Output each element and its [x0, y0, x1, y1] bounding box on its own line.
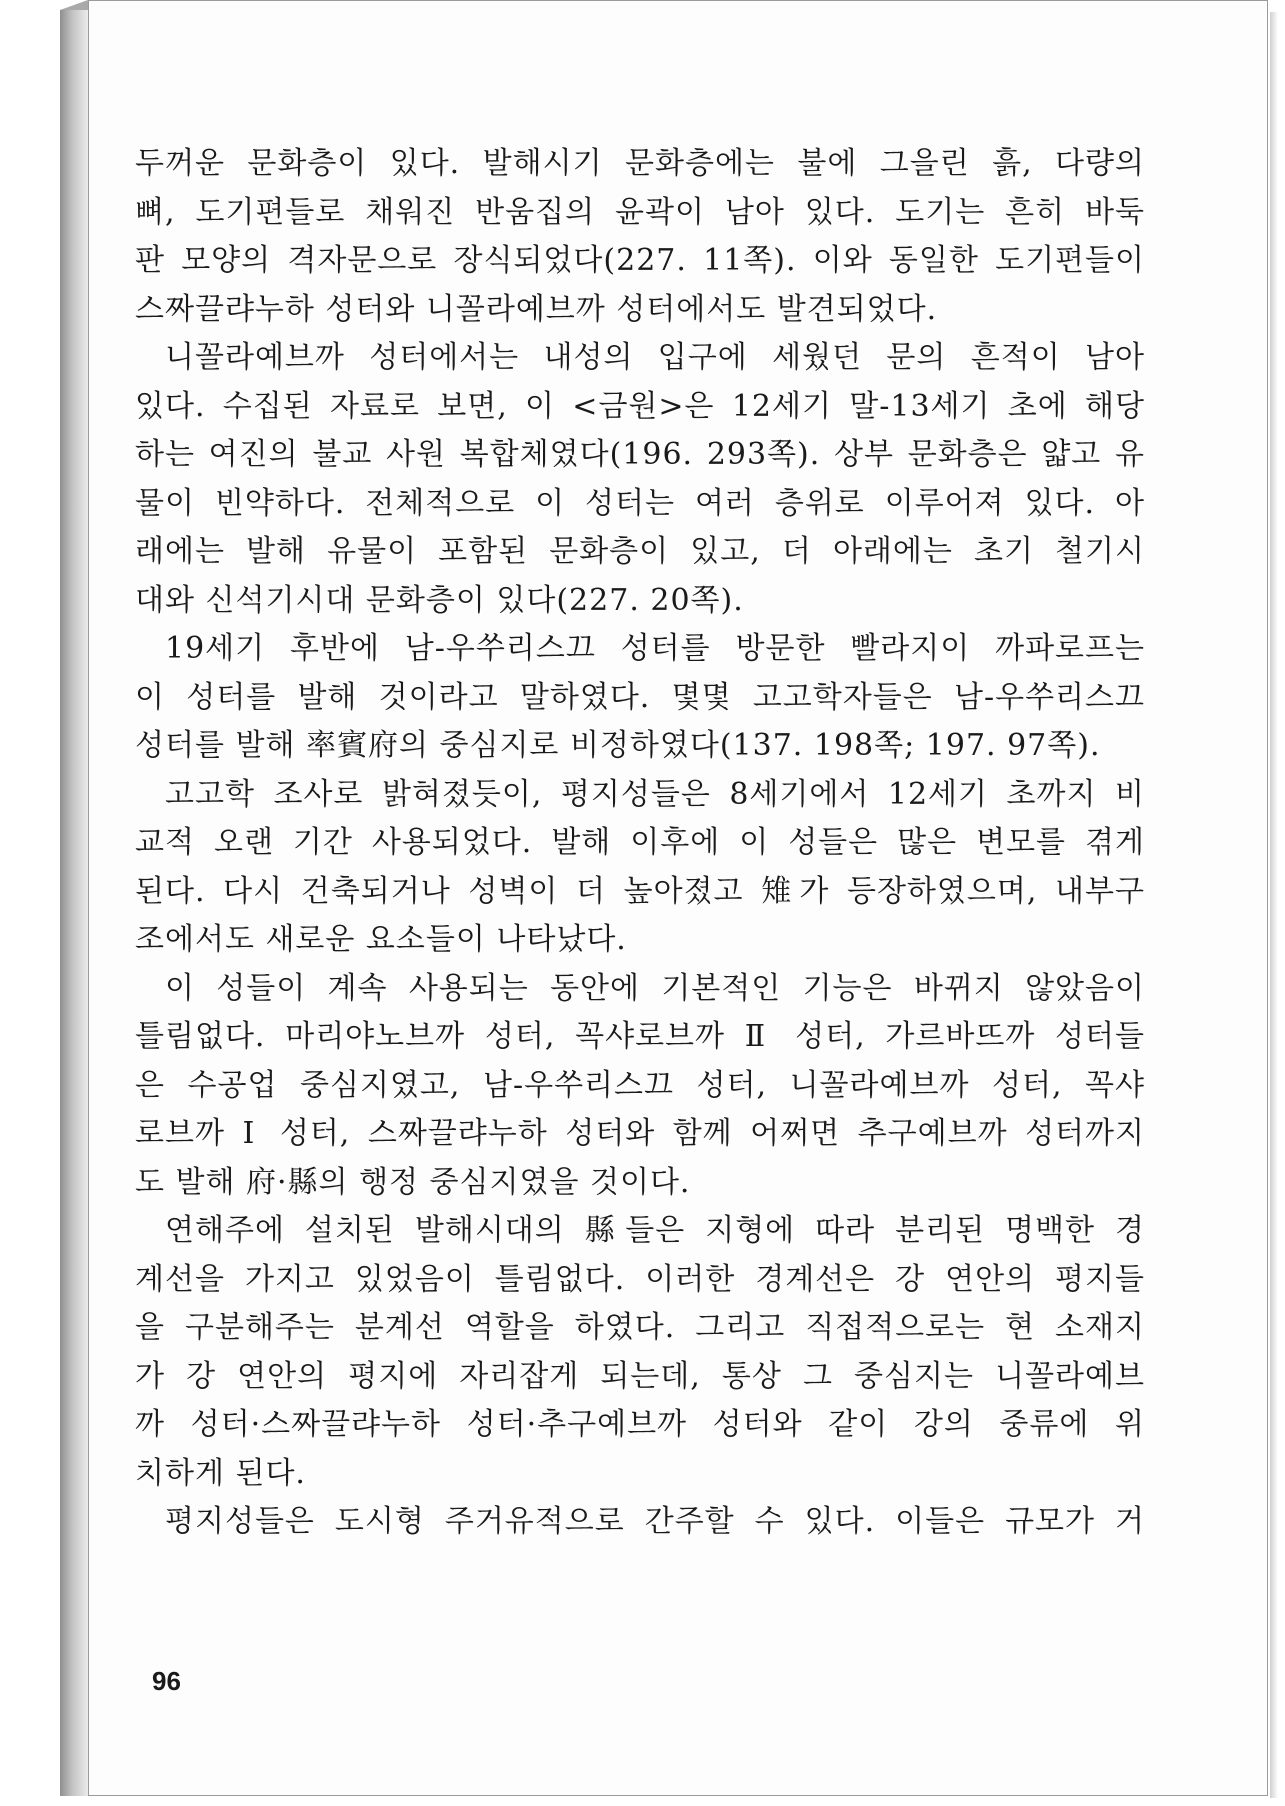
text-line: 을 구분해주는 분계선 역할을 하였다. 그리고 직접적으로는 현 소재지 — [135, 1310, 1145, 1345]
text-line: 로브까 Ⅰ 성터, 스짜끌랴누하 성터와 함께 어쩌면 추구예브까 성터까지 — [135, 1116, 1145, 1151]
text-line: 연해주에 설치된 발해시대의 縣들은 지형에 따라 분리된 명백한 경 — [165, 1213, 1145, 1248]
text-line: 도 발해 府·縣의 행정 중심지였을 것이다. — [135, 1164, 691, 1200]
text-line: 이 성터를 발해 것이라고 말하였다. 몇몇 고고학자들은 남-우쑤리스끄 — [135, 679, 1145, 715]
page-number: 96 — [152, 1666, 181, 1696]
text-line: 계선을 가지고 있었음이 틀림없다. 이러한 경계선은 강 연안의 평지들 — [135, 1261, 1145, 1297]
text-line: 교적 오랜 기간 사용되었다. 발해 이후에 이 성들은 많은 변모를 겪게 — [135, 825, 1145, 860]
text-line: 치하게 된다. — [135, 1455, 306, 1491]
text-line: 이 성들이 계속 사용되는 동안에 기본적인 기능은 바뀌지 않았음이 — [165, 970, 1145, 1006]
text-line: 있다. 수집된 자료로 보면, 이 <금원>은 12세기 말-13세기 초에 해당 — [135, 388, 1145, 424]
text-line: 물이 빈약하다. 전체적으로 이 성터는 여러 층위로 이루어져 있다. 아 — [135, 485, 1145, 521]
text-line: 하는 여진의 불교 사원 복합체였다(196. 293쪽). 상부 문화층은 얇고 유 — [135, 437, 1145, 472]
text-line: 평지성들은 도시형 주거유적으로 간주할 수 있다. 이들은 규모가 거 — [165, 1504, 1145, 1539]
book-page-shadow — [1270, 12, 1278, 1798]
text-line: 가 강 연안의 평지에 자리잡게 되는데, 통상 그 중심지는 니꼴라예브 — [135, 1358, 1145, 1394]
text-line: 두꺼운 문화층이 있다. 발해시기 문화층에는 불에 그을린 흙, 다량의 — [135, 146, 1145, 181]
text-line: 고고학 조사로 밝혀졌듯이, 평지성들은 8세기에서 12세기 초까지 비 — [165, 776, 1145, 812]
text-line: 뼈, 도기편들로 채워진 반움집의 윤곽이 남아 있다. 도기는 흔히 바둑 — [135, 194, 1145, 230]
book-spine-edge — [60, 10, 88, 1796]
text-line: 니꼴라예브까 성터에서는 내성의 입구에 세웠던 문의 흔적이 남아 — [165, 340, 1145, 375]
body-text — [135, 140, 1145, 1547]
text-line: 판 모양의 격자문으로 장식되었다(227. 11쪽). 이와 동일한 도기편들이 — [135, 243, 1145, 278]
text-line: 스짜끌랴누하 성터와 니꼴라예브까 성터에서도 발견되었다. — [135, 291, 938, 327]
text-line: 까 성터·스짜끌랴누하 성터·추구예브까 성터와 같이 강의 중류에 위 — [135, 1407, 1145, 1442]
book-corner — [60, 0, 88, 10]
text-line: 대와 신석기시대 문화층이 있다(227. 20쪽). — [135, 582, 744, 618]
text-line: 래에는 발해 유물이 포함된 문화층이 있고, 더 아래에는 초기 철기시 — [135, 534, 1145, 569]
text-line: 틀림없다. 마리야노브까 성터, 꼭샤로브까 Ⅱ 성터, 가르바뜨까 성터들 — [135, 1019, 1145, 1054]
text-line: 19세기 후반에 남-우쑤리스끄 성터를 방문한 빨라지이 까파로프는 — [165, 631, 1145, 666]
text-line: 조에서도 새로운 요소들이 나타났다. — [135, 922, 627, 957]
text-line: 성터를 발해 率賓府의 중심지로 비정하였다(137. 198쪽; 197. 97쪽). — [135, 728, 1101, 763]
text-line: 된다. 다시 건축되거나 성벽이 더 높아졌고 雉가 등장하였으며, 내부구 — [135, 873, 1145, 909]
text-line: 은 수공업 중심지였고, 남-우쑤리스끄 성터, 니꼴라예브까 성터, 꼭샤 — [135, 1067, 1145, 1103]
